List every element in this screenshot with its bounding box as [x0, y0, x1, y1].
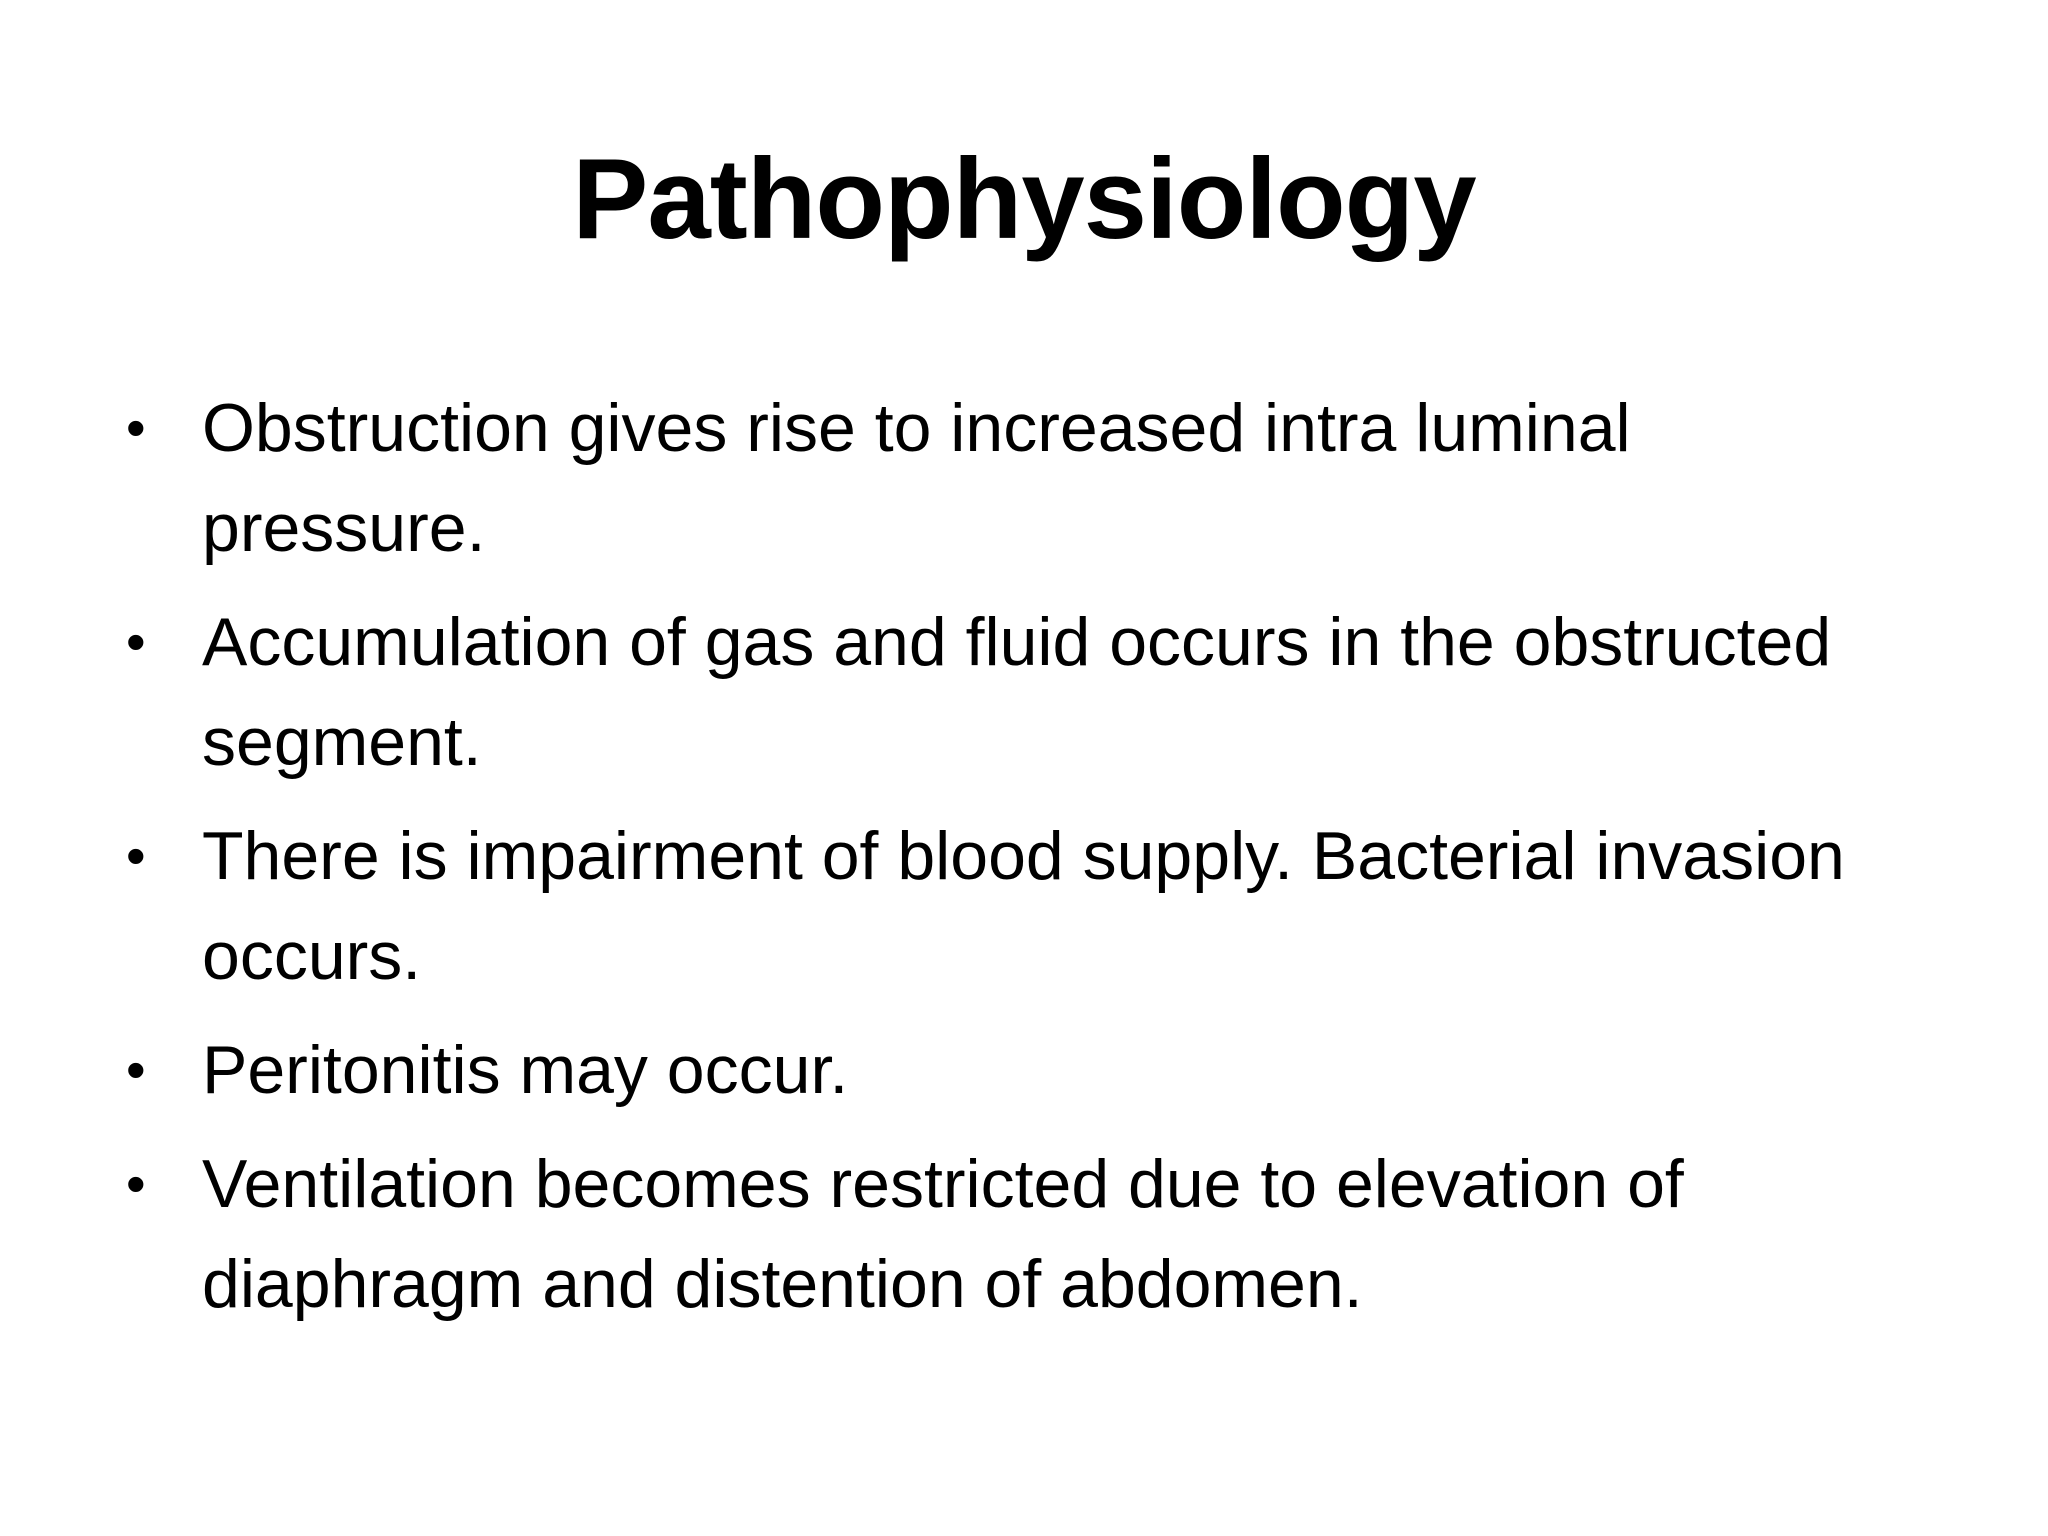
bullet-icon: •	[126, 610, 146, 673]
bullet-text: Ventilation becomes restricted due to elevation of diaphragm and distention of abdomen.	[202, 1146, 1684, 1322]
bullet-item	[110, 1020, 1870, 1120]
bullet-icon: •	[126, 1038, 146, 1101]
slide-title: Pathophysiology	[572, 136, 1476, 263]
bullet-icon: •	[126, 396, 146, 459]
bullet-text: Peritonitis may occur.	[202, 1032, 849, 1108]
bullet-item	[110, 806, 1870, 1006]
bullet-icon: •	[126, 824, 146, 887]
bullet-text: There is impairment of blood supply. Bacterial invasion occurs.	[202, 818, 1845, 994]
bullet-item	[110, 378, 1870, 578]
bullet-list	[110, 378, 1870, 1348]
bullet-item	[110, 1134, 1870, 1334]
bullet-icon: •	[126, 1152, 146, 1215]
bullet-item	[110, 592, 1870, 792]
bullet-text: Obstruction gives rise to increased intra luminal pressure.	[202, 390, 1631, 566]
bullet-text: Accumulation of gas and fluid occurs in the obstructed segment.	[202, 604, 1832, 780]
